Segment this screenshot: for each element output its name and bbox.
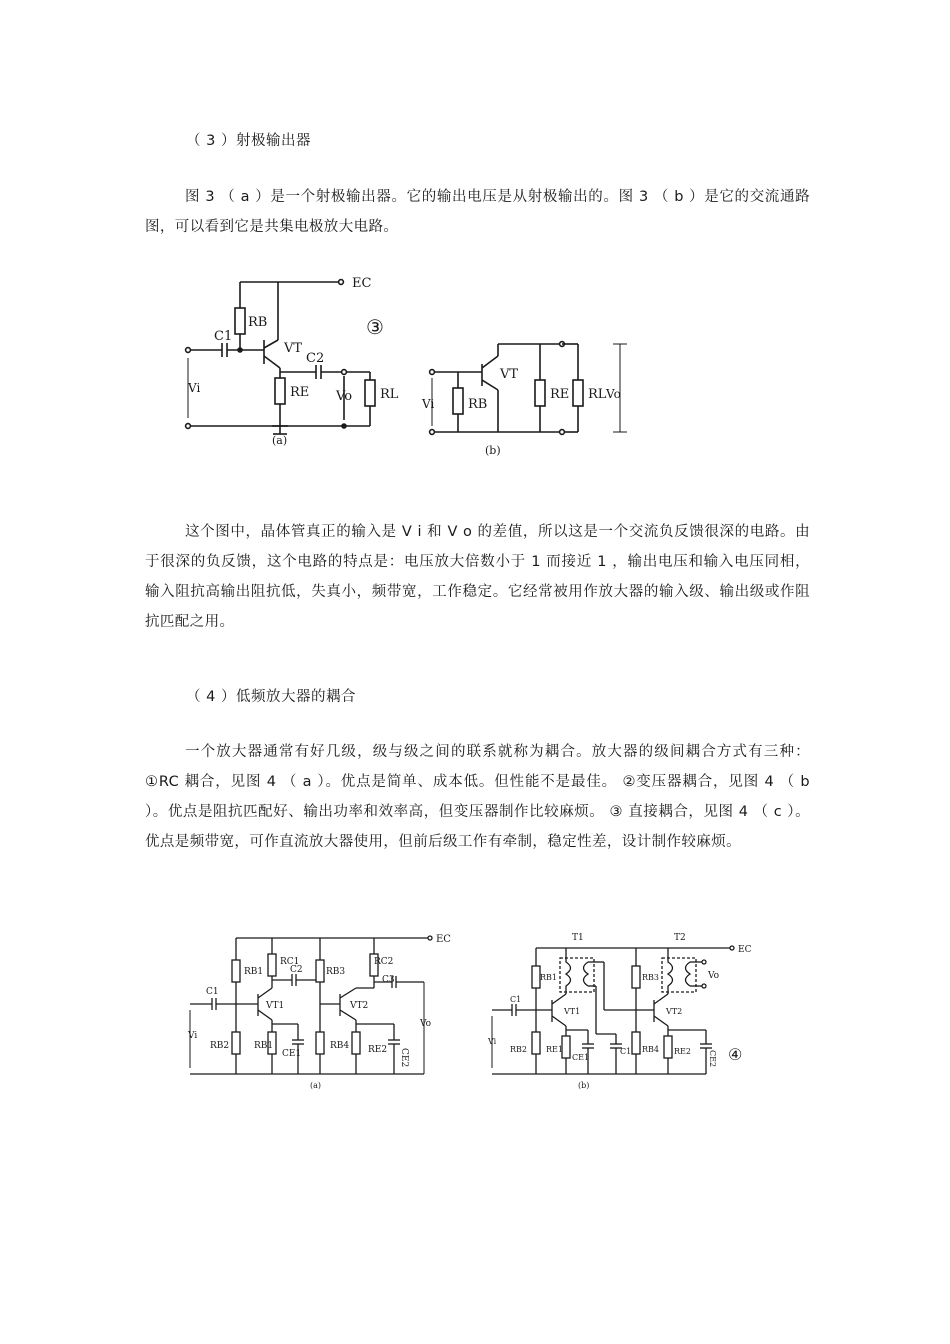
fig4a-rb1-label: RB1 [244,967,264,977]
fig4b-rb4-label: RB4 [642,1045,659,1054]
fig4b-ce2-label: CE2 [708,1050,717,1068]
figure-4b-transformer-coupling [487,933,752,1090]
fig4b-vo-label: Vo [708,971,720,981]
section-3-explanation: 这个图中，晶体管真正的输入是 V i 和 V o 的差值，所以这是一个交流负反馈很深的电路。由于很深的负反馈，这个电路的特点是：电压放大倍数小于 1 而接近 1 ，输出电压和输入电压同相，输入阻抗高输出阻抗低，失真小，频带宽，工作稳定。它经常被用作放大器的输入级、输出级或作阻抗匹配之用。 [145,524,810,630]
fig4b-c1-label: C1 [510,995,522,1004]
fig4b-caption: (b) [578,1081,590,1090]
fig3b-rl-label: RL [588,387,607,402]
fig3a-vi-label: Vi [188,381,201,395]
fig4a-caption: (a) [310,1081,322,1090]
fig3a-vt-label: VT [284,341,303,356]
fig4b-rb3-label: RB3 [642,973,659,982]
figure-4-circuit [180,924,760,1096]
fig4b-ec-label: EC [738,945,752,955]
fig3a-rl-label: RL [380,387,399,402]
fig3a-vo-label: Vo [336,389,353,404]
fig4a-c1-label: C1 [206,987,219,997]
fig4a-rc1-label: RC1 [280,957,300,967]
fig4a-re1-label: RB1 [254,1041,274,1051]
fig4a-c2-label: C2 [290,965,303,975]
figure-3a-emitter-follower [186,276,399,447]
fig3b-rb-label: RB [468,397,488,412]
fig4b-c1b-label: C1 [620,1047,632,1056]
fig3b-caption: (b) [485,444,501,457]
fig4a-rb2-label: RB2 [210,1041,230,1051]
fig4b-rb1-label: RB1 [540,973,557,982]
fig3a-re-label: RE [290,385,310,400]
fig4a-ec-label: EC [436,934,451,945]
fig3b-vt-label: VT [500,367,519,382]
figure-4a-rc-coupling [187,934,451,1090]
fig4a-re2-label: RE2 [368,1045,388,1055]
fig3b-vi-label: Vi [422,397,435,411]
fig4a-ce1-label: CE1 [282,1049,302,1059]
fig4b-vi-label: Vi [488,1037,497,1046]
fig4a-vt1-label: VT1 [266,1001,285,1011]
fig3b-vo-label: Vo [606,387,621,401]
section-3-intro: 图 3 （ a ）是一个射极输出器。它的输出电压是从射极输出的。图 3 （ b ）是它的交流通路图，可以看到它是共集电极放大电路。 [145,189,810,235]
fig3a-caption: (a) [272,434,288,447]
figure-3b-ac-path [421,342,627,457]
fig4a-vo-label: Vo [420,1019,432,1029]
fig4a-ce2-label: CE2 [399,1048,409,1068]
section-4-heading: （ 4 ）低频放大器的耦合 [186,689,356,705]
fig4a-rb4-label: RB4 [330,1041,350,1051]
fig3a-rb-label: RB [248,315,268,330]
fig4b-t2-label: T2 [674,933,686,943]
fig4a-vi-label: Vi [188,1031,198,1041]
fig3a-c1-label: C1 [214,329,233,344]
fig4b-re2-label: RE2 [674,1047,691,1056]
fig4b-rb2-label: RB2 [510,1045,527,1054]
fig4a-rc2-label: RC2 [374,957,394,967]
fig4a-rb3-label: RB3 [326,967,346,977]
fig3a-ec-label: EC [352,276,372,291]
section-3-heading: （ 3 ）射极输出器 [186,133,311,149]
figure-3-circuit [180,268,640,464]
fig4b-vt2-label: VT2 [666,1007,683,1016]
fig4b-ce1-label: CE1 [572,1053,590,1062]
fig3a-c2-label: C2 [306,351,325,366]
fig4b-t1-label: T1 [572,933,584,943]
fig4b-re1-label: RE1 [546,1045,563,1054]
fig4a-c3-label: C3 [382,975,395,985]
fig3b-re-label: RE [550,387,570,402]
fig4b-vt1-label: VT1 [564,1007,581,1016]
fig4a-vt2-label: VT2 [350,1001,369,1011]
section-4-body: 一个放大器通常有好几级，级与级之间的联系就称为耦合。放大器的级间耦合方式有三种： ①RC 耦合，见图 4 （ a ）。优点是简单、成本低。但性能不是最佳。 ②变压器耦合，见图 4 （ b ）。优点是阻抗匹配好、输出功率和效率高，但变压器制作比较麻烦。 ③ 直接耦合，见图 4 （ c ）。优点是频带宽，可作直流放大器使用，但前后级工作有牵制，稳定性差，设计制作较麻烦。 [145,744,810,850]
figure-4-number: ④ [728,1045,743,1064]
figure-3-number: ③ [366,315,384,339]
